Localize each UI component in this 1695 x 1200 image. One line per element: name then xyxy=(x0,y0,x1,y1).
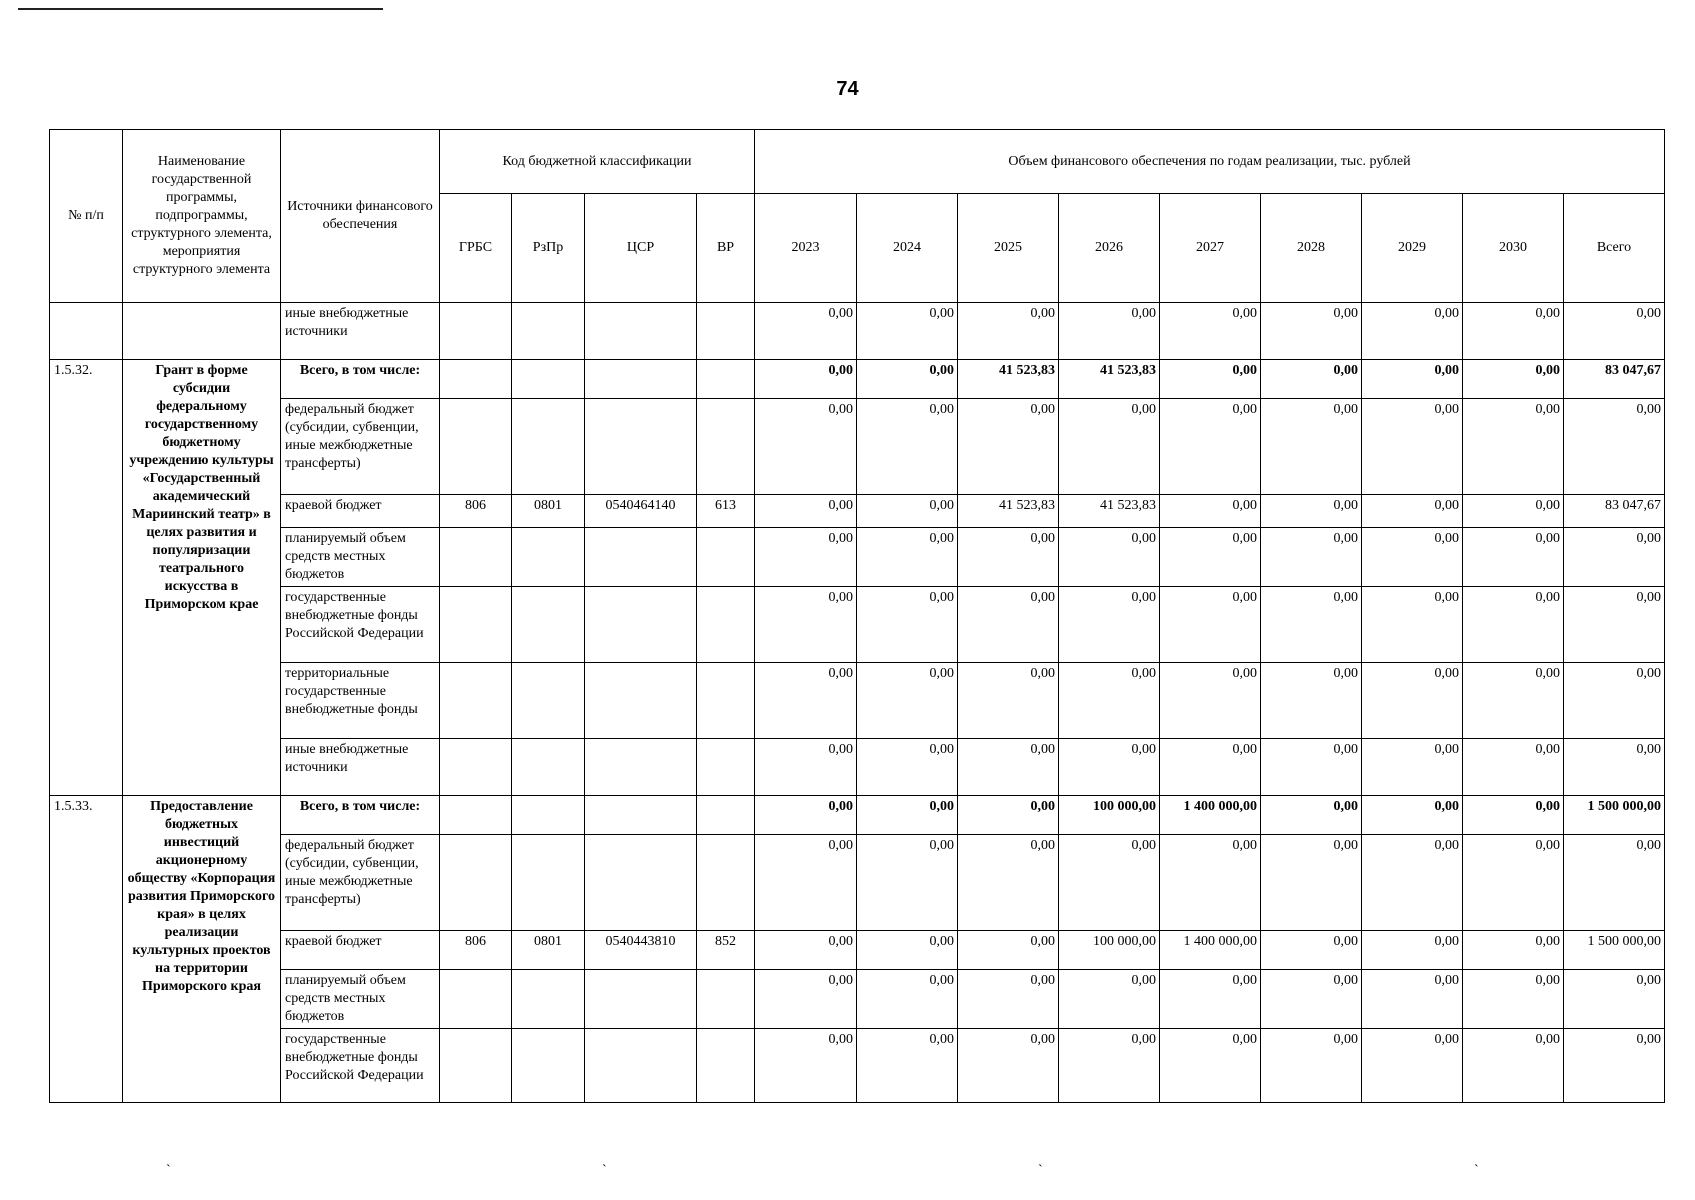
vr-code xyxy=(697,360,755,399)
header-name: Наименование государственной программы, подпрограммы, структурного элемента, мероприятия структурного элемента xyxy=(123,130,281,303)
year-value: 0,00 xyxy=(1261,835,1362,931)
table-row xyxy=(50,495,1665,528)
year-value: 0,00 xyxy=(1261,360,1362,399)
year-value: 0,00 xyxy=(958,931,1059,970)
year-value: 0,00 xyxy=(1059,835,1160,931)
vr-code xyxy=(697,739,755,796)
year-value: 0,00 xyxy=(1261,931,1362,970)
year-value: 0,00 xyxy=(755,399,857,495)
rzpr-code xyxy=(512,399,585,495)
csr-code xyxy=(585,1029,697,1103)
funding-source: Всего, в том числе: xyxy=(281,360,440,399)
year-value: 0,00 xyxy=(1160,835,1261,931)
year-value: 0,00 xyxy=(1463,970,1564,1029)
year-value: 0,00 xyxy=(1059,739,1160,796)
year-value: 0,00 xyxy=(1362,796,1463,835)
csr-code xyxy=(585,796,697,835)
rzpr-code xyxy=(512,796,585,835)
row-name xyxy=(123,303,281,360)
grbs-code xyxy=(440,360,512,399)
rzpr-code xyxy=(512,360,585,399)
year-value: 41 523,83 xyxy=(958,495,1059,528)
grbs-code xyxy=(440,587,512,663)
csr-code xyxy=(585,970,697,1029)
year-value: 0,00 xyxy=(958,663,1059,739)
year-value: 0,00 xyxy=(1160,739,1261,796)
header-year-2025: 2025 xyxy=(958,194,1059,303)
total-value: 83 047,67 xyxy=(1564,495,1665,528)
rzpr-code xyxy=(512,970,585,1029)
year-value: 0,00 xyxy=(1160,528,1261,587)
year-value: 0,00 xyxy=(857,360,958,399)
year-value: 0,00 xyxy=(1362,1029,1463,1103)
csr-code: 0540464140 xyxy=(585,495,697,528)
year-value: 0,00 xyxy=(958,739,1059,796)
vr-code xyxy=(697,399,755,495)
year-value: 0,00 xyxy=(1261,663,1362,739)
year-value: 0,00 xyxy=(958,796,1059,835)
year-value: 0,00 xyxy=(857,528,958,587)
year-value: 0,00 xyxy=(1261,1029,1362,1103)
table-row xyxy=(50,1029,1665,1103)
year-value: 0,00 xyxy=(755,970,857,1029)
vr-code xyxy=(697,663,755,739)
rzpr-code xyxy=(512,835,585,931)
vr-code: 852 xyxy=(697,931,755,970)
vr-code xyxy=(697,303,755,360)
header-sources: Источники финансового обеспечения xyxy=(281,130,440,303)
year-value: 0,00 xyxy=(1059,528,1160,587)
funding-source: краевой бюджет xyxy=(281,495,440,528)
footer-mark: ` xyxy=(1038,1163,1043,1178)
funding-source: государственные внебюджетные фонды Российской Федерации xyxy=(281,587,440,663)
year-value: 0,00 xyxy=(1362,835,1463,931)
header-year-2024: 2024 xyxy=(857,194,958,303)
header-year-2026: 2026 xyxy=(1059,194,1160,303)
grbs-code xyxy=(440,739,512,796)
grbs-code xyxy=(440,399,512,495)
year-value: 0,00 xyxy=(755,739,857,796)
year-value: 0,00 xyxy=(1463,739,1564,796)
total-value: 0,00 xyxy=(1564,303,1665,360)
top-rule xyxy=(18,8,383,10)
year-value: 0,00 xyxy=(857,931,958,970)
table-row xyxy=(50,528,1665,587)
year-value: 0,00 xyxy=(1261,399,1362,495)
csr-code xyxy=(585,399,697,495)
row-name: Грант в форме субсидии федеральному государственному бюджетному учреждению культуры «Государственный академический Мариинский театр» в целях развития и популяризации театрального искусства в Приморском крае xyxy=(123,360,281,796)
vr-code xyxy=(697,796,755,835)
total-value: 0,00 xyxy=(1564,1029,1665,1103)
year-value: 0,00 xyxy=(1261,587,1362,663)
csr-code xyxy=(585,739,697,796)
header-year-2029: 2029 xyxy=(1362,194,1463,303)
table-row xyxy=(50,835,1665,931)
budget-table xyxy=(49,129,1665,1103)
grbs-code xyxy=(440,303,512,360)
year-value: 0,00 xyxy=(1160,1029,1261,1103)
header-year-2028: 2028 xyxy=(1261,194,1362,303)
year-value: 0,00 xyxy=(1160,663,1261,739)
year-value: 0,00 xyxy=(1059,1029,1160,1103)
year-value: 0,00 xyxy=(1059,399,1160,495)
header-row-1 xyxy=(50,130,1665,194)
header-year-2023: 2023 xyxy=(755,194,857,303)
year-value: 0,00 xyxy=(857,663,958,739)
table-row xyxy=(50,970,1665,1029)
year-value: 0,00 xyxy=(958,1029,1059,1103)
year-value: 0,00 xyxy=(857,587,958,663)
total-value: 0,00 xyxy=(1564,587,1665,663)
footer-mark: ` xyxy=(602,1163,607,1178)
grbs-code xyxy=(440,1029,512,1103)
row-number: 1.5.33. xyxy=(50,796,123,1103)
year-value: 0,00 xyxy=(1160,587,1261,663)
year-value: 0,00 xyxy=(1160,360,1261,399)
header-year-2030: 2030 xyxy=(1463,194,1564,303)
year-value: 0,00 xyxy=(1362,303,1463,360)
total-value: 0,00 xyxy=(1564,970,1665,1029)
header-vr: ВР xyxy=(697,194,755,303)
csr-code xyxy=(585,663,697,739)
total-value: 1 500 000,00 xyxy=(1564,931,1665,970)
funding-source: планируемый объем средств местных бюджетов xyxy=(281,528,440,587)
grbs-code: 806 xyxy=(440,495,512,528)
vr-code xyxy=(697,835,755,931)
grbs-code: 806 xyxy=(440,931,512,970)
year-value: 41 523,83 xyxy=(1059,360,1160,399)
year-value: 0,00 xyxy=(958,587,1059,663)
year-value: 41 523,83 xyxy=(1059,495,1160,528)
funding-source: планируемый объем средств местных бюджетов xyxy=(281,970,440,1029)
year-value: 0,00 xyxy=(958,970,1059,1029)
year-value: 0,00 xyxy=(857,399,958,495)
year-value: 100 000,00 xyxy=(1059,931,1160,970)
csr-code xyxy=(585,528,697,587)
grbs-code xyxy=(440,663,512,739)
funding-source: Всего, в том числе: xyxy=(281,796,440,835)
year-value: 0,00 xyxy=(1059,303,1160,360)
year-value: 0,00 xyxy=(1362,739,1463,796)
year-value: 0,00 xyxy=(1261,303,1362,360)
year-value: 0,00 xyxy=(857,835,958,931)
year-value: 0,00 xyxy=(1160,303,1261,360)
rzpr-code: 0801 xyxy=(512,495,585,528)
table-row xyxy=(50,303,1665,360)
year-value: 0,00 xyxy=(857,1029,958,1103)
total-value: 0,00 xyxy=(1564,663,1665,739)
row-number: 1.5.32. xyxy=(50,360,123,796)
year-value: 0,00 xyxy=(1261,970,1362,1029)
year-value: 0,00 xyxy=(1463,360,1564,399)
funding-source: иные внебюджетные источники xyxy=(281,303,440,360)
year-value: 0,00 xyxy=(1463,663,1564,739)
rzpr-code xyxy=(512,303,585,360)
year-value: 0,00 xyxy=(755,528,857,587)
header-kbk: Код бюджетной классификации xyxy=(440,130,755,194)
csr-code xyxy=(585,587,697,663)
vr-code xyxy=(697,1029,755,1103)
grbs-code xyxy=(440,835,512,931)
year-value: 0,00 xyxy=(1463,587,1564,663)
year-value: 0,00 xyxy=(1362,495,1463,528)
header-num: № п/п xyxy=(50,130,123,303)
header-year-2027: 2027 xyxy=(1160,194,1261,303)
funding-source: государственные внебюджетные фонды Российской Федерации xyxy=(281,1029,440,1103)
total-value: 0,00 xyxy=(1564,528,1665,587)
year-value: 0,00 xyxy=(958,303,1059,360)
row-name: Предоставление бюджетных инвестиций акционерному обществу «Корпорация развития Приморского края» в целях реализации культурных проектов на территории Приморского края xyxy=(123,796,281,1103)
vr-code xyxy=(697,528,755,587)
year-value: 0,00 xyxy=(1463,931,1564,970)
grbs-code xyxy=(440,528,512,587)
year-value: 1 400 000,00 xyxy=(1160,931,1261,970)
header-grbs: ГРБС xyxy=(440,194,512,303)
rzpr-code xyxy=(512,1029,585,1103)
funding-source: территориальные государственные внебюджетные фонды xyxy=(281,663,440,739)
year-value: 0,00 xyxy=(755,303,857,360)
year-value: 0,00 xyxy=(1463,796,1564,835)
year-value: 0,00 xyxy=(1160,399,1261,495)
table-row xyxy=(50,931,1665,970)
year-value: 0,00 xyxy=(1362,528,1463,587)
page-number: 74 xyxy=(836,78,859,100)
rzpr-code xyxy=(512,663,585,739)
csr-code xyxy=(585,360,697,399)
vr-code: 613 xyxy=(697,495,755,528)
year-value: 0,00 xyxy=(1362,360,1463,399)
year-value: 0,00 xyxy=(1261,739,1362,796)
year-value: 0,00 xyxy=(958,399,1059,495)
footer-mark: ` xyxy=(1474,1163,1479,1178)
csr-code xyxy=(585,303,697,360)
funding-source: иные внебюджетные источники xyxy=(281,739,440,796)
funding-source: федеральный бюджет (субсидии, субвенции, иные межбюджетные трансферты) xyxy=(281,399,440,495)
year-value: 41 523,83 xyxy=(958,360,1059,399)
year-value: 0,00 xyxy=(1362,587,1463,663)
year-value: 0,00 xyxy=(857,796,958,835)
table-row xyxy=(50,663,1665,739)
csr-code: 0540443810 xyxy=(585,931,697,970)
grbs-code xyxy=(440,970,512,1029)
year-value: 0,00 xyxy=(1261,495,1362,528)
year-value: 0,00 xyxy=(958,528,1059,587)
rzpr-code xyxy=(512,739,585,796)
funding-source: краевой бюджет xyxy=(281,931,440,970)
year-value: 0,00 xyxy=(1463,399,1564,495)
year-value: 0,00 xyxy=(1362,931,1463,970)
year-value: 0,00 xyxy=(1059,663,1160,739)
rzpr-code xyxy=(512,587,585,663)
header-total: Всего xyxy=(1564,194,1665,303)
year-value: 0,00 xyxy=(857,970,958,1029)
year-value: 0,00 xyxy=(755,663,857,739)
table-row xyxy=(50,796,1665,835)
year-value: 0,00 xyxy=(1059,587,1160,663)
rzpr-code xyxy=(512,528,585,587)
grbs-code xyxy=(440,796,512,835)
year-value: 0,00 xyxy=(1261,796,1362,835)
year-value: 0,00 xyxy=(1160,495,1261,528)
year-value: 0,00 xyxy=(1463,495,1564,528)
year-value: 0,00 xyxy=(755,360,857,399)
vr-code xyxy=(697,970,755,1029)
csr-code xyxy=(585,835,697,931)
year-value: 0,00 xyxy=(1362,399,1463,495)
year-value: 0,00 xyxy=(755,796,857,835)
row-number xyxy=(50,303,123,360)
table-row xyxy=(50,360,1665,399)
year-value: 0,00 xyxy=(1463,303,1564,360)
year-value: 0,00 xyxy=(755,587,857,663)
funding-source: федеральный бюджет (субсидии, субвенции, иные межбюджетные трансферты) xyxy=(281,835,440,931)
year-value: 0,00 xyxy=(755,931,857,970)
total-value: 0,00 xyxy=(1564,399,1665,495)
year-value: 0,00 xyxy=(755,1029,857,1103)
total-value: 0,00 xyxy=(1564,739,1665,796)
year-value: 1 400 000,00 xyxy=(1160,796,1261,835)
header-rzpr: РзПр xyxy=(512,194,585,303)
total-value: 83 047,67 xyxy=(1564,360,1665,399)
year-value: 100 000,00 xyxy=(1059,796,1160,835)
year-value: 0,00 xyxy=(755,495,857,528)
table-row xyxy=(50,399,1665,495)
vr-code xyxy=(697,587,755,663)
total-value: 0,00 xyxy=(1564,835,1665,931)
year-value: 0,00 xyxy=(1362,663,1463,739)
year-value: 0,00 xyxy=(1261,528,1362,587)
year-value: 0,00 xyxy=(857,495,958,528)
year-value: 0,00 xyxy=(1160,970,1261,1029)
rzpr-code: 0801 xyxy=(512,931,585,970)
header-csr: ЦСР xyxy=(585,194,697,303)
year-value: 0,00 xyxy=(1463,1029,1564,1103)
table-row xyxy=(50,587,1665,663)
year-value: 0,00 xyxy=(1463,835,1564,931)
table-row xyxy=(50,739,1665,796)
year-value: 0,00 xyxy=(958,835,1059,931)
footer-mark: ` xyxy=(166,1163,171,1178)
year-value: 0,00 xyxy=(1463,528,1564,587)
total-value: 1 500 000,00 xyxy=(1564,796,1665,835)
year-value: 0,00 xyxy=(755,835,857,931)
year-value: 0,00 xyxy=(857,739,958,796)
year-value: 0,00 xyxy=(857,303,958,360)
year-value: 0,00 xyxy=(1059,970,1160,1029)
year-value: 0,00 xyxy=(1362,970,1463,1029)
header-volume: Объем финансового обеспечения по годам реализации, тыс. рублей xyxy=(755,130,1665,194)
